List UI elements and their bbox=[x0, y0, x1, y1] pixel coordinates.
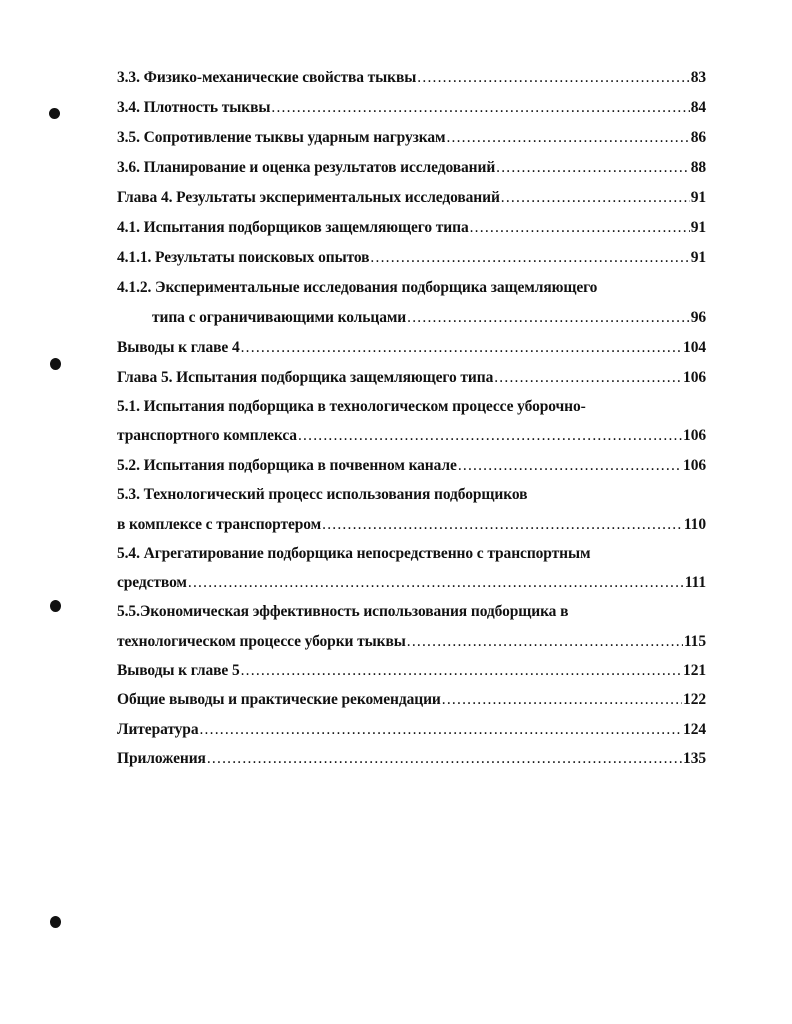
toc-entry-page: 111 bbox=[684, 574, 706, 591]
punch-mark bbox=[50, 600, 61, 612]
toc-leader-dots bbox=[501, 188, 690, 208]
toc-entry-page: 88 bbox=[690, 159, 706, 176]
toc-entry-title: 5.5.Экономическая эффективность использования подборщика в bbox=[117, 603, 569, 620]
toc-entry bbox=[117, 690, 706, 710]
toc-entry-page: 91 bbox=[690, 189, 706, 206]
toc-leader-dots bbox=[442, 690, 682, 710]
toc-leader-dots bbox=[494, 368, 682, 388]
toc-entry bbox=[117, 485, 706, 505]
toc-entry bbox=[117, 720, 706, 740]
toc-entry bbox=[117, 749, 706, 769]
toc-entry bbox=[117, 632, 706, 652]
toc-leader-dots bbox=[407, 308, 690, 328]
toc-entry bbox=[117, 368, 706, 388]
toc-entry-page: 124 bbox=[683, 721, 706, 738]
toc-entry bbox=[117, 218, 706, 238]
toc-leader-dots bbox=[188, 573, 684, 593]
punch-mark bbox=[50, 916, 61, 928]
toc-entry-page: 91 bbox=[690, 249, 706, 266]
toc-entry bbox=[117, 98, 706, 118]
toc-leader-dots bbox=[370, 248, 689, 268]
toc-entry-page: 115 bbox=[683, 633, 706, 650]
toc-entry bbox=[117, 426, 706, 446]
toc-entry bbox=[117, 515, 706, 535]
toc-entry-title: Выводы к главе 4 bbox=[117, 339, 240, 356]
toc-entry-page: 104 bbox=[683, 339, 706, 356]
toc-entry-page: 121 bbox=[683, 662, 706, 679]
toc-entry-title: 4.1.2. Экспериментальные исследования подборщика защемляющего bbox=[117, 279, 598, 296]
toc-entry bbox=[117, 248, 706, 268]
toc-entry-title: 5.3. Технологический процесс использования подборщиков bbox=[117, 486, 528, 503]
toc-entry-page: 106 bbox=[683, 369, 706, 386]
toc-entry-title: типа с ограничивающими кольцами bbox=[152, 309, 407, 326]
toc-entry-title: 5.2. Испытания подборщика в почвенном канале bbox=[117, 457, 457, 474]
toc-entry bbox=[117, 602, 706, 622]
toc-entry-title: технологическом процессе уборки тыквы bbox=[117, 633, 406, 650]
toc-entry-title: 5.1. Испытания подборщика в технологическом процессе уборочно- bbox=[117, 398, 586, 415]
toc-entry bbox=[117, 544, 706, 564]
toc-entry-title: Литература bbox=[117, 721, 199, 738]
toc-leader-dots bbox=[407, 632, 683, 652]
toc-leader-dots bbox=[322, 515, 683, 535]
toc-leader-dots bbox=[207, 749, 682, 769]
toc-leader-dots bbox=[271, 98, 689, 118]
toc-entry bbox=[117, 128, 706, 148]
toc-entry-title: Приложения bbox=[117, 750, 206, 767]
toc-entry-page: 96 bbox=[690, 309, 706, 326]
toc-leader-dots bbox=[458, 456, 682, 476]
toc-leader-dots bbox=[298, 426, 682, 446]
toc-entry bbox=[117, 456, 706, 476]
toc-entry-title: 3.3. Физико-механические свойства тыквы bbox=[117, 69, 417, 86]
toc-leader-dots bbox=[241, 338, 682, 358]
toc-entry-page: 91 bbox=[690, 219, 706, 236]
toc-leader-dots bbox=[417, 68, 689, 88]
toc-entry-title: 3.4. Плотность тыквы bbox=[117, 99, 271, 116]
toc-entry-page: 86 bbox=[690, 129, 706, 146]
toc-entry bbox=[117, 68, 706, 88]
toc-leader-dots bbox=[496, 158, 690, 178]
toc-leader-dots bbox=[446, 128, 689, 148]
toc-leader-dots bbox=[241, 661, 682, 681]
toc-entry-page: 110 bbox=[683, 516, 706, 533]
toc-entry-page: 83 bbox=[690, 69, 706, 86]
toc-entry-page: 135 bbox=[683, 750, 706, 767]
toc-entry-title: средством bbox=[117, 574, 187, 591]
toc-entry bbox=[117, 661, 706, 681]
punch-mark bbox=[50, 358, 61, 370]
toc-entry bbox=[152, 308, 706, 328]
toc-leader-dots bbox=[470, 218, 690, 238]
toc-entry-title: 3.5. Сопротивление тыквы ударным нагрузкам bbox=[117, 129, 446, 146]
toc-entry-title: Глава 5. Испытания подборщика защемляющего типа bbox=[117, 369, 494, 386]
toc-entry-title: Общие выводы и практические рекомендации bbox=[117, 691, 441, 708]
toc-entry-page: 84 bbox=[690, 99, 706, 116]
toc-entry-title: 4.1. Испытания подборщиков защемляющего типа bbox=[117, 219, 469, 236]
toc-entry-page: 106 bbox=[683, 457, 706, 474]
toc-entry-title: Выводы к главе 5 bbox=[117, 662, 240, 679]
toc-entry-page: 106 bbox=[683, 427, 706, 444]
toc-entry-page: 122 bbox=[683, 691, 706, 708]
toc-entry-title: 3.6. Планирование и оценка результатов исследований bbox=[117, 159, 496, 176]
toc-entry bbox=[117, 397, 706, 417]
toc-entry-title: 4.1.1. Результаты поисковых опытов bbox=[117, 249, 370, 266]
toc-entry bbox=[117, 188, 706, 208]
toc-entry bbox=[117, 338, 706, 358]
toc-entry-title: транспортного комплекса bbox=[117, 427, 297, 444]
toc-entry-title: в комплексе с транспортером bbox=[117, 516, 322, 533]
toc-entry bbox=[117, 573, 706, 593]
toc-entry-title: Глава 4. Результаты экспериментальных исследований bbox=[117, 189, 500, 206]
toc-entry-title: 5.4. Агрегатирование подборщика непосредственно с транспортным bbox=[117, 545, 591, 562]
toc-entry bbox=[117, 278, 706, 298]
punch-mark bbox=[49, 108, 60, 119]
toc-entry bbox=[117, 158, 706, 178]
toc-leader-dots bbox=[199, 720, 682, 740]
